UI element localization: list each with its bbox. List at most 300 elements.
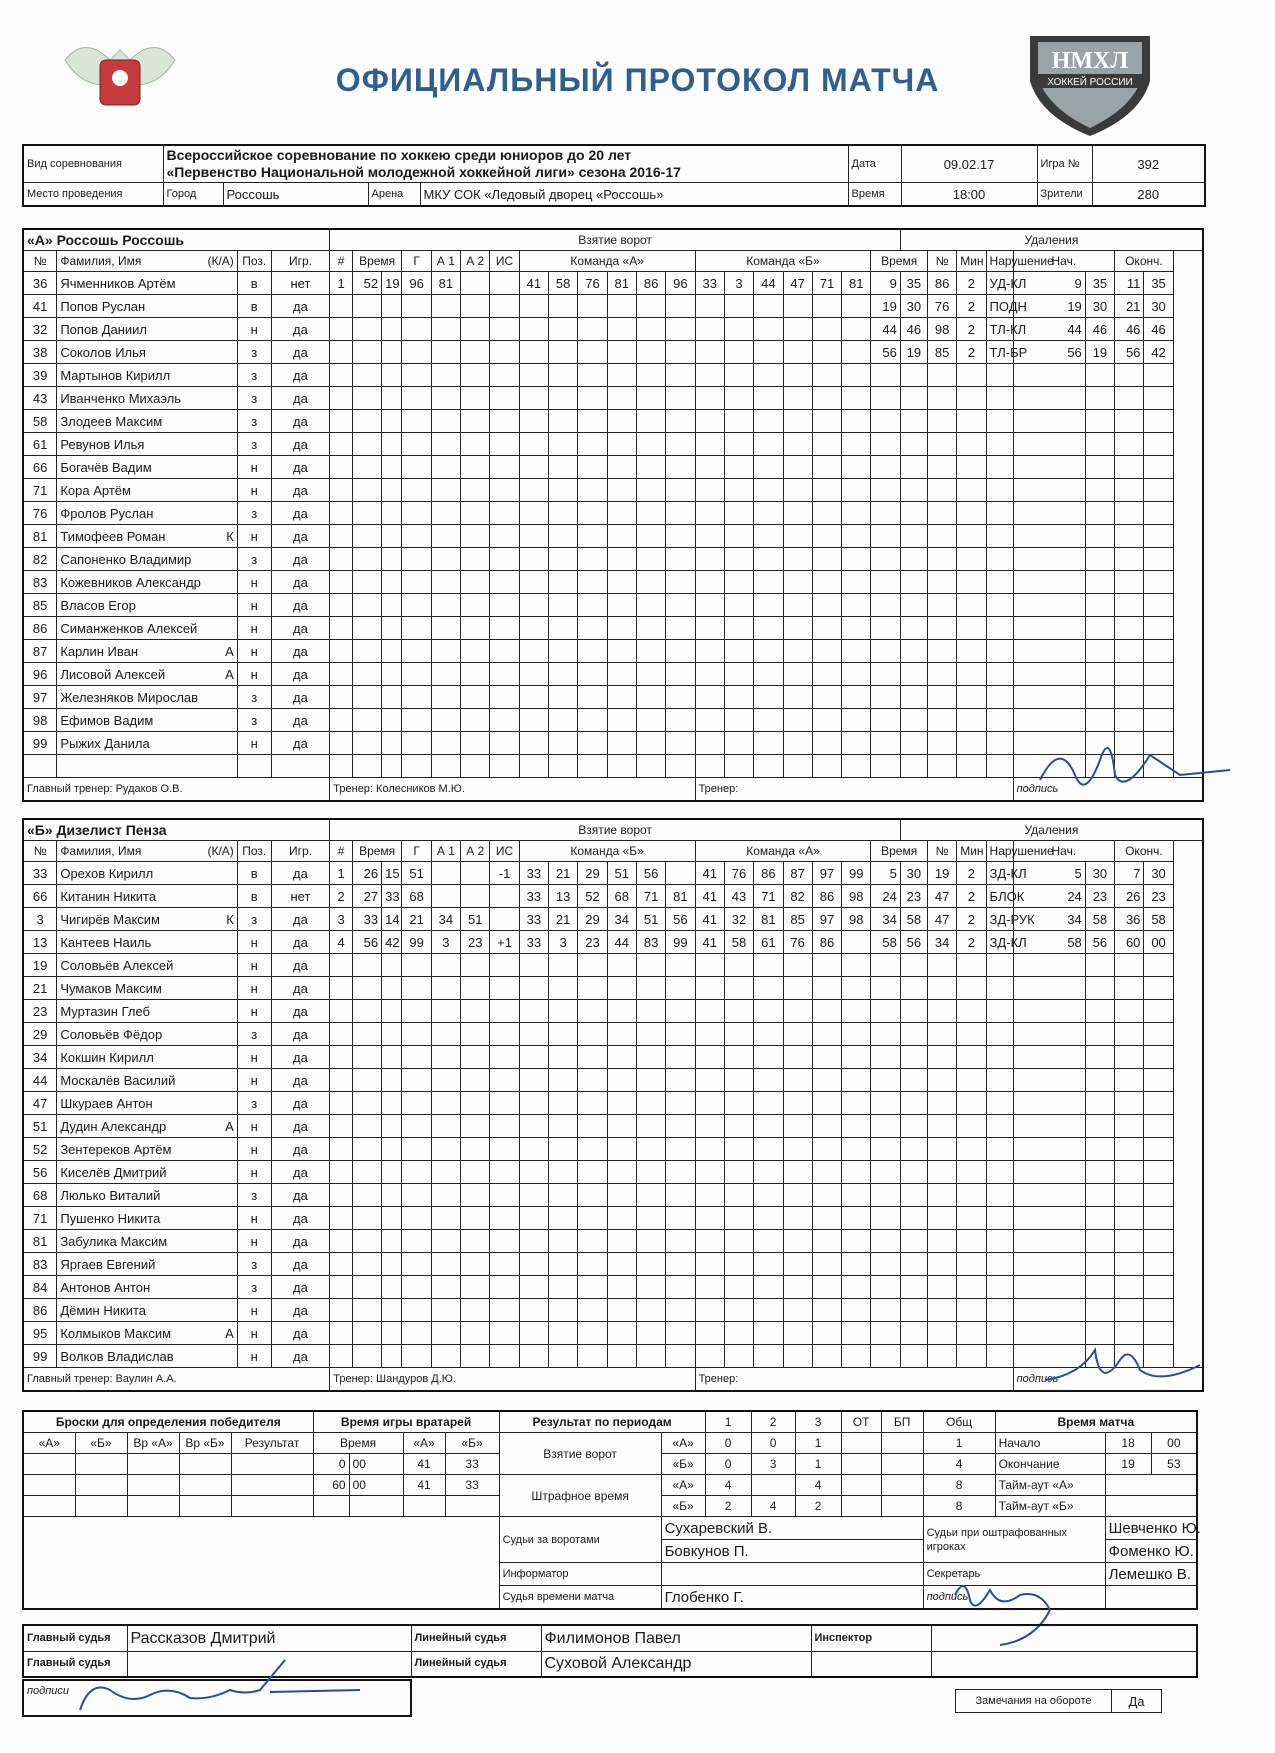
player-name: Железняков Мирослав — [60, 689, 199, 705]
penalty-start-sec — [1085, 1138, 1114, 1161]
on-ice-player — [666, 977, 695, 1000]
opp-on-ice-player — [754, 1161, 783, 1184]
player-number: 34 — [23, 1046, 57, 1069]
goal-number — [330, 1092, 353, 1115]
goal-scorer — [402, 525, 431, 548]
goals-a-label: «А» — [661, 1433, 705, 1454]
table-row — [23, 410, 1203, 433]
goal-number — [330, 548, 353, 571]
penalty-end-sec — [1144, 479, 1173, 502]
penalty-minutes — [957, 387, 986, 410]
pim-a-p3: 4 — [795, 1475, 841, 1496]
on-ice-player — [578, 640, 607, 663]
penalty-minute — [871, 502, 900, 525]
inspector-label: Инспектор — [811, 1625, 931, 1651]
penalty-end-sec — [1144, 1092, 1173, 1115]
table-row — [23, 1322, 1203, 1345]
pim-b-p2: 4 — [751, 1496, 795, 1517]
penalty-minutes: 2 — [957, 272, 986, 295]
goal-minute — [352, 525, 381, 548]
penalty-end-sec — [1144, 1230, 1173, 1253]
opp-on-ice-player — [754, 1000, 783, 1023]
penalty-start-sec — [1085, 525, 1114, 548]
team-b-section — [22, 818, 1204, 1392]
player-played: да — [271, 1230, 330, 1253]
penalty-infraction — [986, 387, 1013, 410]
player-number: 43 — [23, 387, 57, 410]
opp-on-ice-player — [695, 502, 724, 525]
teamB-col-scorer: Г — [402, 841, 431, 862]
penalty-second — [900, 640, 927, 663]
opp-on-ice-player: 97 — [812, 908, 841, 931]
opp-on-ice-player — [724, 594, 753, 617]
penalty-infraction — [986, 732, 1013, 755]
player-position: н — [237, 571, 271, 594]
on-ice-player — [578, 594, 607, 617]
player-number: 66 — [23, 885, 57, 908]
opp-on-ice-player — [724, 295, 753, 318]
on-ice-player — [607, 1322, 636, 1345]
teamB-col-name: Фамилия, Имя — [60, 843, 142, 858]
goal-assist1 — [431, 1322, 460, 1345]
penalty-minutes — [957, 1138, 986, 1161]
on-ice-player — [578, 1023, 607, 1046]
penalty-infraction — [986, 410, 1013, 433]
on-ice-player — [519, 732, 548, 755]
opp-on-ice-player — [695, 1299, 724, 1322]
goal-number — [330, 1138, 353, 1161]
penalty-minutes — [957, 1161, 986, 1184]
goal-strength — [490, 1184, 519, 1207]
opp-on-ice-player — [812, 295, 841, 318]
penalty-second — [900, 755, 927, 778]
goal-scorer — [402, 1000, 431, 1023]
opp-on-ice-player — [695, 617, 724, 640]
goal-assist1: 3 — [431, 931, 460, 954]
goal-strength — [490, 1322, 519, 1345]
on-ice-player — [666, 1161, 695, 1184]
opp-on-ice-player — [783, 1023, 812, 1046]
penalty-infraction — [986, 640, 1013, 663]
goal-strength — [490, 410, 519, 433]
player-position: з — [237, 1023, 271, 1046]
opp-on-ice-player — [724, 479, 753, 502]
opp-on-ice-player — [695, 318, 724, 341]
penalty-minutes — [957, 1046, 986, 1069]
on-ice-player — [519, 1161, 548, 1184]
opp-on-ice-player — [754, 433, 783, 456]
on-ice-player — [519, 1092, 548, 1115]
on-ice-player — [636, 456, 665, 479]
opp-on-ice-player — [783, 502, 812, 525]
goal-assist2 — [461, 410, 490, 433]
teamA-col-pen-start: Нач. — [1013, 251, 1114, 272]
player-position: н — [237, 1000, 271, 1023]
goal-number — [330, 1322, 353, 1345]
on-ice-player — [578, 295, 607, 318]
goal-second: 14 — [382, 908, 402, 931]
penalty-player — [927, 364, 956, 387]
penalty-player — [927, 732, 956, 755]
opp-on-ice-player — [724, 1230, 753, 1253]
on-ice-player — [549, 502, 578, 525]
opp-on-ice-player — [724, 318, 753, 341]
opp-on-ice-player — [842, 954, 871, 977]
teamA-col-opp-on-ice: Команда «Б» — [695, 251, 871, 272]
opp-on-ice-player — [783, 571, 812, 594]
opp-on-ice-player — [812, 479, 841, 502]
goal-minute — [352, 1230, 381, 1253]
penalty-minute — [871, 663, 900, 686]
goal-number — [330, 977, 353, 1000]
on-ice-player — [519, 755, 548, 778]
on-ice-player — [549, 1000, 578, 1023]
on-ice-player — [636, 502, 665, 525]
opp-on-ice-player — [812, 1207, 841, 1230]
penalty-end-min — [1115, 686, 1144, 709]
opp-on-ice-player — [695, 525, 724, 548]
goal-second — [382, 1207, 402, 1230]
opp-on-ice-player — [724, 1023, 753, 1046]
opp-on-ice-player — [754, 617, 783, 640]
team-a-section — [22, 228, 1204, 802]
on-ice-player — [549, 1322, 578, 1345]
on-ice-player: 51 — [636, 908, 665, 931]
penalty-start-sec: 30 — [1085, 295, 1114, 318]
penalty-end-sec: 35 — [1144, 272, 1173, 295]
on-ice-player — [607, 1345, 636, 1368]
teamB-col-pen-inf: Нарушение — [986, 841, 1013, 862]
penalty-minute — [871, 977, 900, 1000]
on-ice-player — [549, 1184, 578, 1207]
player-number: 33 — [23, 862, 57, 885]
player-position: в — [237, 295, 271, 318]
opp-on-ice-player — [783, 1207, 812, 1230]
penalty-second — [900, 1345, 927, 1368]
on-ice-player — [666, 295, 695, 318]
goal-number — [330, 640, 353, 663]
goal-assist2 — [461, 433, 490, 456]
opp-on-ice-player: 61 — [754, 931, 783, 954]
player-number: 97 — [23, 686, 57, 709]
start-hour: 18 — [1105, 1433, 1151, 1454]
opp-on-ice-player — [695, 755, 724, 778]
penalty-minutes — [957, 1276, 986, 1299]
on-ice-player — [636, 479, 665, 502]
goal-number — [330, 525, 353, 548]
on-ice-player: 51 — [607, 862, 636, 885]
penalty-start-sec — [1085, 617, 1114, 640]
opp-on-ice-player — [812, 525, 841, 548]
goal-number — [330, 1115, 353, 1138]
goal-scorer — [402, 295, 431, 318]
opp-on-ice-player — [754, 1046, 783, 1069]
penalty-minute — [871, 1322, 900, 1345]
on-ice-player — [519, 295, 548, 318]
on-ice-player — [519, 479, 548, 502]
penalty-start-min: 5 — [1013, 862, 1085, 885]
goal-second: 42 — [382, 931, 402, 954]
goal-judge-1: Сухаревский В. — [661, 1517, 923, 1540]
penalty-minutes — [957, 1345, 986, 1368]
goal-assist1 — [431, 862, 460, 885]
player-name: Зентереков Артём — [60, 1141, 172, 1157]
penalty-end-min — [1115, 479, 1144, 502]
on-ice-player — [666, 954, 695, 977]
goal-assist2 — [461, 1092, 490, 1115]
goal-assist1 — [431, 1253, 460, 1276]
table-row — [23, 1276, 1203, 1299]
player-position: н — [237, 931, 271, 954]
penalty-second: 23 — [900, 885, 927, 908]
penalty-minute — [871, 1184, 900, 1207]
goal-second — [382, 1299, 402, 1322]
goal-number — [330, 1161, 353, 1184]
goal-strength — [490, 1000, 519, 1023]
goal-number: 1 — [330, 862, 353, 885]
opp-on-ice-player — [842, 1046, 871, 1069]
opp-on-ice-player — [695, 1207, 724, 1230]
goal-assist1 — [431, 594, 460, 617]
table-row — [23, 272, 1203, 295]
teamB-col-is: ИС — [490, 841, 519, 862]
player-played: да — [271, 594, 330, 617]
player-position — [237, 755, 271, 778]
on-ice-player — [578, 1138, 607, 1161]
goal-scorer: 51 — [402, 862, 431, 885]
player-name: Яргаев Евгений — [60, 1256, 156, 1272]
penalty-start-min — [1013, 617, 1085, 640]
goal-assist2: 23 — [461, 931, 490, 954]
opp-on-ice-player — [783, 663, 812, 686]
player-played: да — [271, 341, 330, 364]
opp-on-ice-player — [724, 1207, 753, 1230]
penalty-end-min — [1115, 1046, 1144, 1069]
penalty-end-sec — [1144, 1253, 1173, 1276]
player-played: да — [271, 954, 330, 977]
on-ice-player — [636, 295, 665, 318]
on-ice-player — [666, 387, 695, 410]
goal-second — [382, 1092, 402, 1115]
penalty-infraction — [986, 1138, 1013, 1161]
player-position: н — [237, 1299, 271, 1322]
penalty-start-sec — [1085, 433, 1114, 456]
penalty-minutes — [957, 1069, 986, 1092]
player-played: да — [271, 502, 330, 525]
goal-minute — [352, 1023, 381, 1046]
on-ice-player — [519, 663, 548, 686]
goal-assist1 — [431, 456, 460, 479]
opp-on-ice-player — [754, 318, 783, 341]
penalty-end-sec: 42 — [1144, 341, 1173, 364]
penalty-start-sec: 23 — [1085, 885, 1114, 908]
penalty-minutes: 2 — [957, 318, 986, 341]
table-row — [23, 571, 1203, 594]
on-ice-player — [636, 1207, 665, 1230]
penalty-infraction: ТЛ-КЛ — [986, 318, 1013, 341]
opp-on-ice-player — [783, 479, 812, 502]
player-played: да — [271, 709, 330, 732]
goal-minute — [352, 1299, 381, 1322]
referee-1: Рассказов Дмитрий — [127, 1625, 411, 1651]
on-ice-player — [578, 1069, 607, 1092]
on-ice-player — [578, 617, 607, 640]
on-ice-player — [607, 1023, 636, 1046]
opp-on-ice-player — [812, 387, 841, 410]
goal-scorer — [402, 732, 431, 755]
penalty-end-sec: 46 — [1144, 318, 1173, 341]
period-3-header: 3 — [795, 1411, 841, 1433]
penalty-start-min — [1013, 525, 1085, 548]
opp-on-ice-player — [783, 341, 812, 364]
goal-minute: 33 — [352, 908, 381, 931]
player-played: да — [271, 525, 330, 548]
player-name: Злодеев Максим — [60, 413, 163, 429]
penalty-end-min — [1115, 456, 1144, 479]
opp-on-ice-player — [812, 1230, 841, 1253]
on-ice-player: 99 — [666, 931, 695, 954]
opp-on-ice-player — [783, 1092, 812, 1115]
goal-assist1 — [431, 1276, 460, 1299]
goal-assist2: 51 — [461, 908, 490, 931]
on-ice-player: 33 — [519, 908, 548, 931]
player-position: н — [237, 1345, 271, 1368]
teamB-col-pos: Поз. — [237, 841, 271, 862]
on-ice-player — [636, 525, 665, 548]
on-ice-player — [549, 640, 578, 663]
goal-assist2 — [461, 1138, 490, 1161]
goal-judges-label: Судьи за воротами — [502, 1533, 600, 1546]
opp-on-ice-player — [783, 295, 812, 318]
on-ice-player — [607, 1161, 636, 1184]
on-ice-player — [519, 1345, 548, 1368]
player-played: да — [271, 1299, 330, 1322]
penalty-infraction — [986, 548, 1013, 571]
penalty-end-min — [1115, 1184, 1144, 1207]
on-ice-player — [607, 1069, 636, 1092]
goal-second — [382, 410, 402, 433]
goal-strength — [490, 885, 519, 908]
penalty-minute — [871, 594, 900, 617]
player-name: Кора Артём — [60, 482, 131, 498]
player-position: н — [237, 1207, 271, 1230]
on-ice-player — [607, 1299, 636, 1322]
opp-on-ice-player — [842, 640, 871, 663]
penalty-start-sec — [1085, 977, 1114, 1000]
player-name: Лисовой Алексей — [60, 666, 166, 682]
on-ice-player — [666, 1322, 695, 1345]
on-ice-player: 33 — [519, 862, 548, 885]
penalty-player — [927, 1184, 956, 1207]
player-played: да — [271, 433, 330, 456]
penalty-start-sec — [1085, 410, 1114, 433]
match-info-table — [22, 144, 1206, 207]
opp-on-ice-player — [724, 617, 753, 640]
table-row — [23, 1000, 1203, 1023]
opp-on-ice-player — [754, 1184, 783, 1207]
penalty-minutes: 2 — [957, 295, 986, 318]
opp-on-ice-player: 41 — [695, 908, 724, 931]
goal-scorer — [402, 479, 431, 502]
penalty-minute: 5 — [871, 862, 900, 885]
opp-on-ice-player — [812, 410, 841, 433]
on-ice-player — [549, 456, 578, 479]
penalty-minutes: 2 — [957, 885, 986, 908]
penalty-end-min — [1115, 1276, 1144, 1299]
goal-number — [330, 1230, 353, 1253]
table-row — [23, 502, 1203, 525]
opp-on-ice-player — [842, 1000, 871, 1023]
penalty-start-min — [1013, 571, 1085, 594]
opp-on-ice-player — [695, 548, 724, 571]
goal-assist1 — [431, 1000, 460, 1023]
goal-scorer — [402, 548, 431, 571]
penalty-end-min: 26 — [1115, 885, 1144, 908]
on-ice-player — [549, 479, 578, 502]
penalty-end-min — [1115, 571, 1144, 594]
table-row — [23, 732, 1203, 755]
player-number: 84 — [23, 1276, 57, 1299]
penalty-minute — [871, 479, 900, 502]
table-row — [23, 617, 1203, 640]
goal-minute — [352, 977, 381, 1000]
arena-value: МКУ СОК «Ледовый дворец «Россошь» — [420, 183, 848, 207]
player-played: да — [271, 548, 330, 571]
goal-minute — [352, 571, 381, 594]
opp-on-ice-player — [812, 977, 841, 1000]
penalty-second: 30 — [900, 295, 927, 318]
penalty-start-min — [1013, 977, 1085, 1000]
penalty-second — [900, 1138, 927, 1161]
penalty-infraction — [986, 571, 1013, 594]
game-label: Игра № — [1037, 145, 1092, 183]
opp-on-ice-player — [724, 1276, 753, 1299]
penalty-end-sec — [1144, 640, 1173, 663]
player-name: Чигирёв Максим — [60, 911, 160, 927]
player-played: да — [271, 318, 330, 341]
penalty-end-min — [1115, 617, 1144, 640]
penalty-minutes — [957, 1230, 986, 1253]
opp-on-ice-player — [724, 1345, 753, 1368]
player-name: Ревунов Илья — [60, 436, 145, 452]
opp-on-ice-player — [812, 1115, 841, 1138]
linesman-label-1: Линейный судья — [411, 1625, 541, 1651]
on-ice-player: 21 — [549, 862, 578, 885]
on-ice-player — [636, 364, 665, 387]
on-ice-player — [519, 1322, 548, 1345]
goal-second — [382, 1069, 402, 1092]
goal-number — [330, 1345, 353, 1368]
penalty-second — [900, 548, 927, 571]
goal-strength — [490, 686, 519, 709]
table-row — [23, 1161, 1203, 1184]
goal-second — [382, 387, 402, 410]
opp-on-ice-player — [842, 410, 871, 433]
goal-second — [382, 1253, 402, 1276]
penalty-infraction — [986, 1092, 1013, 1115]
on-ice-player — [607, 640, 636, 663]
teamA-col-pen-end: Оконч. — [1115, 251, 1174, 272]
player-played: нет — [271, 885, 330, 908]
penalty-infraction — [986, 1230, 1013, 1253]
teamB-col-opp-on-ice: Команда «А» — [695, 841, 871, 862]
on-ice-player — [549, 1345, 578, 1368]
penalty-infraction — [986, 502, 1013, 525]
goal-number — [330, 709, 353, 732]
goal-assist2 — [461, 1000, 490, 1023]
goal-strength — [490, 617, 519, 640]
goal-number — [330, 1207, 353, 1230]
